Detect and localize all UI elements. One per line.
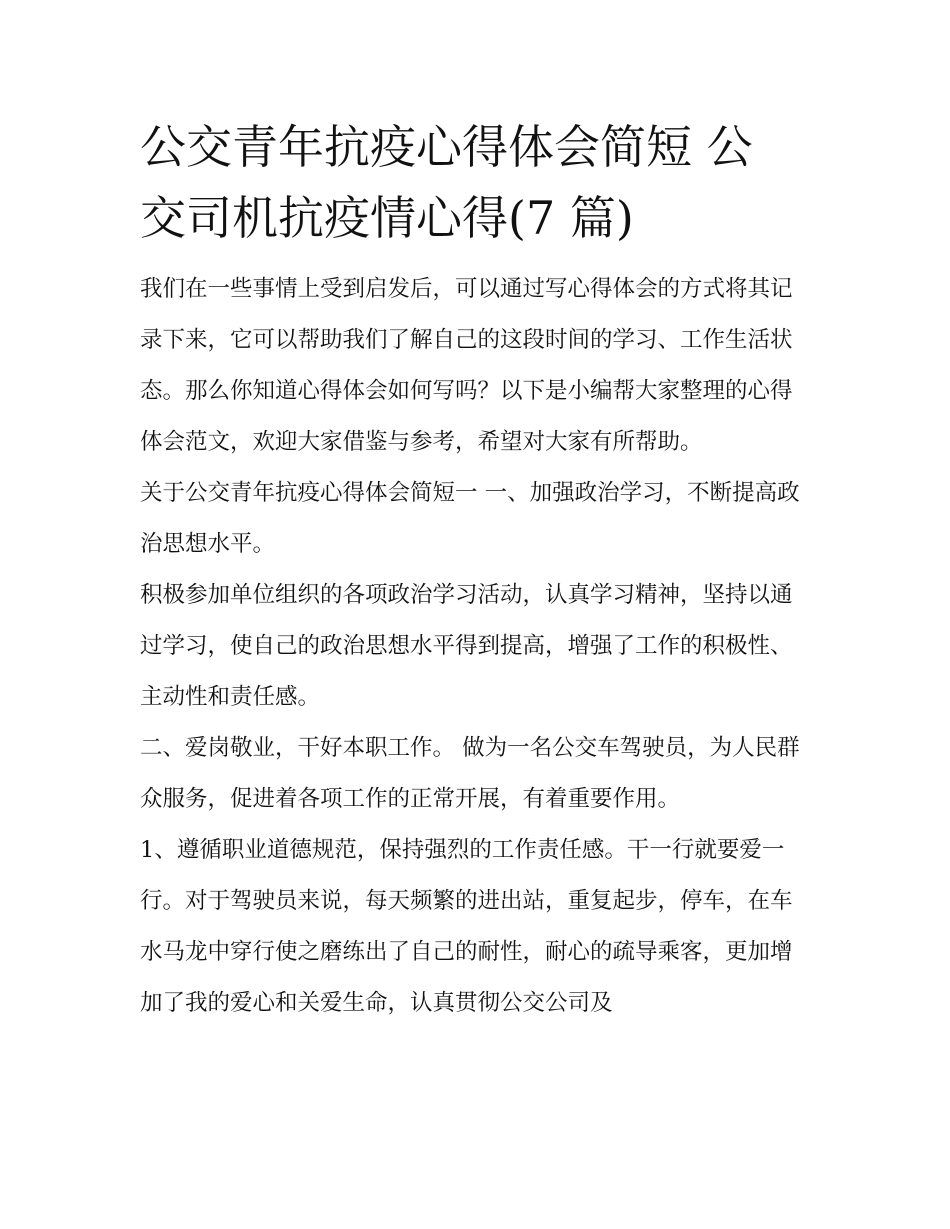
paragraph-intro: 我们在一些事情上受到启发后，可以通过写心得体会的方式将其记录下来，它可以帮助我们了解自己的这段时间的学习、工作生活状态。那么你知道心得体会如何写吗？以下是小编帮大家整理的心得体会范文，欢迎大家借鉴与参考，希望对大家有所帮助。 [140,276,793,455]
paragraph-political-study: 积极参加单位组织的各项政治学习活动，认真学习精神，坚持以通过学习，使自己的政治思想水平得到提高，增强了工作的积极性、主动性和责任感。 [140,582,793,710]
document-body [140,112,812,1029]
document-title [140,112,812,254]
title-line-1: 公交青年抗疫心得体会简短 公 [140,120,753,174]
title-line-2: 交司机抗疫情心得(7 篇) [140,191,634,245]
paragraph-item-1: 1、遵循职业道德规范，保持强烈的工作责任感。干一行就要爱一行。对于驾驶员来说，每天频繁的进出站，重复起步，停车，在车水马龙中穿行使之磨练出了自己的耐性，耐心的疏导乘客，更加增加了我的爱心和关爱生命，认真贯彻公交公司及 [140,837,793,1016]
paragraph-section-2: 二、爱岗敬业，干好本职工作。 做为一名公交车驾驶员，为人民群众服务，促进着各项工作的正常开展，有着重要作用。 [140,735,800,812]
paragraph-section-1: 关于公交青年抗疫心得体会简短一 一、加强政治学习，不断提高政治思想水平。 [140,480,800,557]
